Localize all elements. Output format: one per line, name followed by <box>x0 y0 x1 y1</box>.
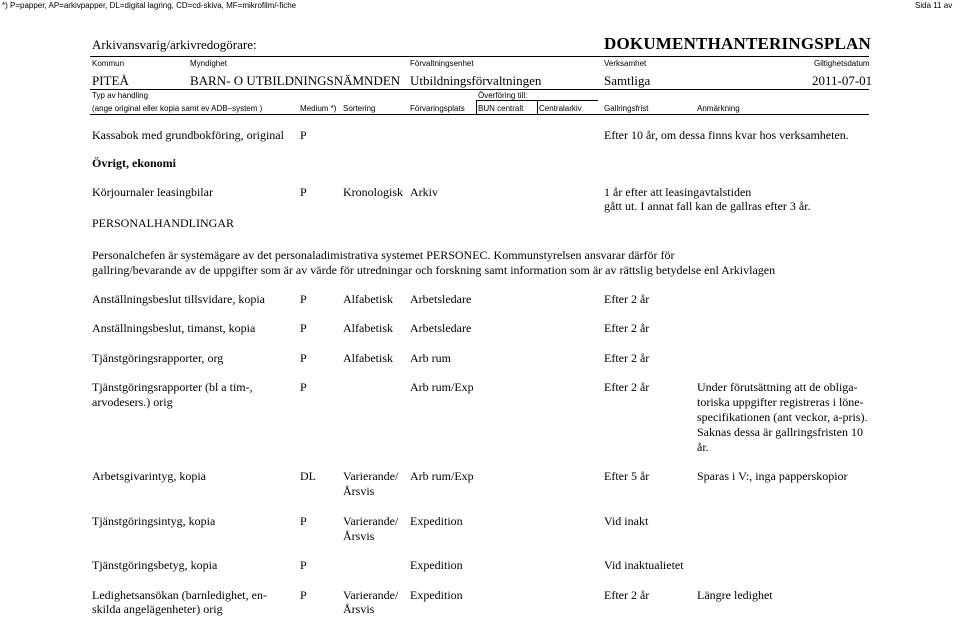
row-typ: Arbetsgivarintyg, kopia <box>92 469 206 483</box>
section-heading: Övrigt, ekonomi <box>92 156 176 170</box>
row-gallring: Vid inaktualietet <box>604 558 684 572</box>
value-verksamhet: Samtliga <box>604 73 651 88</box>
row-sortering-line1: Varierande/ <box>343 514 399 528</box>
row-gallring: Efter 2 år <box>604 321 650 335</box>
row-sortering-line2: Årsvis <box>343 602 375 616</box>
row-sortering-line2: Årsvis <box>343 529 375 543</box>
row-typ: Anställningsbeslut, timanst, kopia <box>92 321 256 335</box>
archive-owner-label: Arkivansvarig/arkivredogörare: <box>92 37 257 52</box>
doc-title: DOKUMENTHANTERINGSPLAN <box>604 34 871 53</box>
row-medium: P <box>300 514 307 528</box>
row-plats: Arkiv <box>410 185 438 199</box>
row-medium: P <box>300 321 307 335</box>
row-anm-line4: Saknas dessa är gallringsfristen 10 <box>697 425 863 439</box>
note-line1: Personalchefen är systemägare av det personaladimistrativa systemet PERSONEC. Kommunstyrelsen ansvarar därför för <box>92 248 675 262</box>
label-verksamhet: Verksamhet <box>604 59 647 68</box>
row-typ-line2: arvodesers.) orig <box>92 395 173 409</box>
row-medium: P <box>300 351 307 365</box>
row-medium: DL <box>300 469 316 483</box>
row-sortering: Alfabetisk <box>343 292 393 306</box>
value-giltighetsdatum: 2011-07-01 <box>812 73 873 88</box>
col-forvaringsplats: Förvaringsplats <box>410 104 465 113</box>
overforing-rule <box>476 100 598 101</box>
row-sortering: Alfabetisk <box>343 321 393 335</box>
row-sortering-line1: Varierande/ <box>343 588 399 602</box>
row-gallring: Efter 2 år <box>604 351 650 365</box>
row-typ: Tjänstgöringsintyg, kopia <box>92 514 216 528</box>
row-typ: Körjournaler leasingbilar <box>92 185 213 199</box>
row-gallring: Efter 2 år <box>604 588 650 602</box>
row-typ: Kassabok med grundbokföring, original <box>92 128 284 142</box>
label-kommun: Kommun <box>92 59 125 68</box>
value-kommun: PITEÅ <box>92 73 129 88</box>
header-rule-bottom <box>90 114 869 115</box>
header-rule-mid <box>90 89 869 90</box>
row-gallring: Efter 2 år <box>604 380 650 394</box>
row-typ: Anställningsbeslut tillsvidare, kopia <box>92 292 265 306</box>
row-anm-line1: Under förutsättning att de obliga- <box>697 380 858 394</box>
row-anm: Sparas i V:, inga papperskopior <box>697 469 848 483</box>
col-centralarkiv: Centralarkiv <box>539 104 582 113</box>
row-plats: Arbetsledare <box>410 292 472 306</box>
row-gallring: Vid inakt <box>604 514 649 528</box>
row-gallring-line2: gått ut. I annat fall kan de gallras efter 3 år. <box>604 199 811 213</box>
section-heading: PERSONALHANDLINGAR <box>92 216 235 230</box>
row-sortering: Alfabetisk <box>343 351 393 365</box>
row-plats: Expedition <box>410 514 463 528</box>
row-anm-line2: toriska uppgifter registreras i löne- <box>697 395 864 409</box>
row-medium: P <box>300 588 307 602</box>
col-divider-bun <box>476 100 477 114</box>
row-plats: Expedition <box>410 558 463 572</box>
row-typ: Tjänstgöringsrapporter, org <box>92 351 224 365</box>
row-plats: Expedition <box>410 588 463 602</box>
row-typ-line1: Ledighetsansökan (barnledighet, en- <box>92 588 267 602</box>
row-gallring: Efter 2 år <box>604 292 650 306</box>
row-sortering-line1: Varierande/ <box>343 469 399 483</box>
row-sortering-line2: Årsvis <box>343 484 375 498</box>
note-line2: gallring/bevarande av de uppgifter som är av värde för utredningar och forskning samt information som är av rättslig betydelse enl Arkivlagen <box>92 263 776 277</box>
col-medium: Medium *) <box>300 104 337 113</box>
col-typ-line2: (ange original eller kopia samt ev ADB–system ) <box>92 104 263 113</box>
header-rule-top <box>90 56 869 57</box>
label-giltighetsdatum: Giltighetsdatum <box>814 59 870 68</box>
row-medium: P <box>300 185 307 199</box>
label-forvaltningsenhet: Förvaltningsenhet <box>410 59 474 68</box>
col-sortering: Sortering <box>343 104 376 113</box>
row-plats: Arb rum <box>410 351 451 365</box>
row-medium: P <box>300 292 307 306</box>
col-anmarkning: Anmärkning <box>697 104 740 113</box>
row-medium: P <box>300 558 307 572</box>
col-typ-line1: Typ av handling <box>92 91 149 100</box>
row-anm-line3: specifikationen (ant veckor, a-pris). <box>697 410 868 424</box>
row-plats: Arbetsledare <box>410 321 472 335</box>
row-gallring: Efter 5 år <box>604 469 650 483</box>
row-plats: Arb rum/Exp <box>410 380 474 394</box>
medium-footnote: *) P=papper, AP=arkivpapper, DL=digital lagring, CD=cd-skiva, MF=mikrofilm/-fiche <box>2 1 297 10</box>
row-typ-line1: Tjänstgöringsrapporter (bl a tim-, <box>92 380 253 394</box>
row-anm-line5: år. <box>697 440 709 454</box>
col-overforing: Överföring till: <box>478 91 528 100</box>
row-medium: P <box>300 128 307 142</box>
row-anm: Längre ledighet <box>697 588 773 602</box>
col-gallringsfrist: Gallringsfrist <box>604 104 649 113</box>
row-typ-line2: skilda angelägenheter) orig <box>92 602 223 616</box>
value-myndighet: BARN- O UTBILDNINGSNÄMNDEN <box>190 73 401 88</box>
page-indicator: Sida 11 av <box>915 1 953 10</box>
row-plats: Arb rum/Exp <box>410 469 474 483</box>
row-gallring: Efter 10 år, om dessa finns kvar hos verksamheten. <box>604 128 849 142</box>
row-gallring-line1: 1 år efter att leasingavtalstiden <box>604 185 752 199</box>
row-typ: Tjänstgöringsbetyg, kopia <box>92 558 218 572</box>
col-bun: BUN centralt <box>478 104 524 113</box>
col-divider-centralarkiv <box>537 100 538 114</box>
row-sortering: Kronologisk <box>343 185 403 199</box>
label-myndighet: Myndighet <box>190 59 227 68</box>
row-medium: P <box>300 380 307 394</box>
value-forvaltningsenhet: Utbildningsförvaltningen <box>410 73 542 88</box>
